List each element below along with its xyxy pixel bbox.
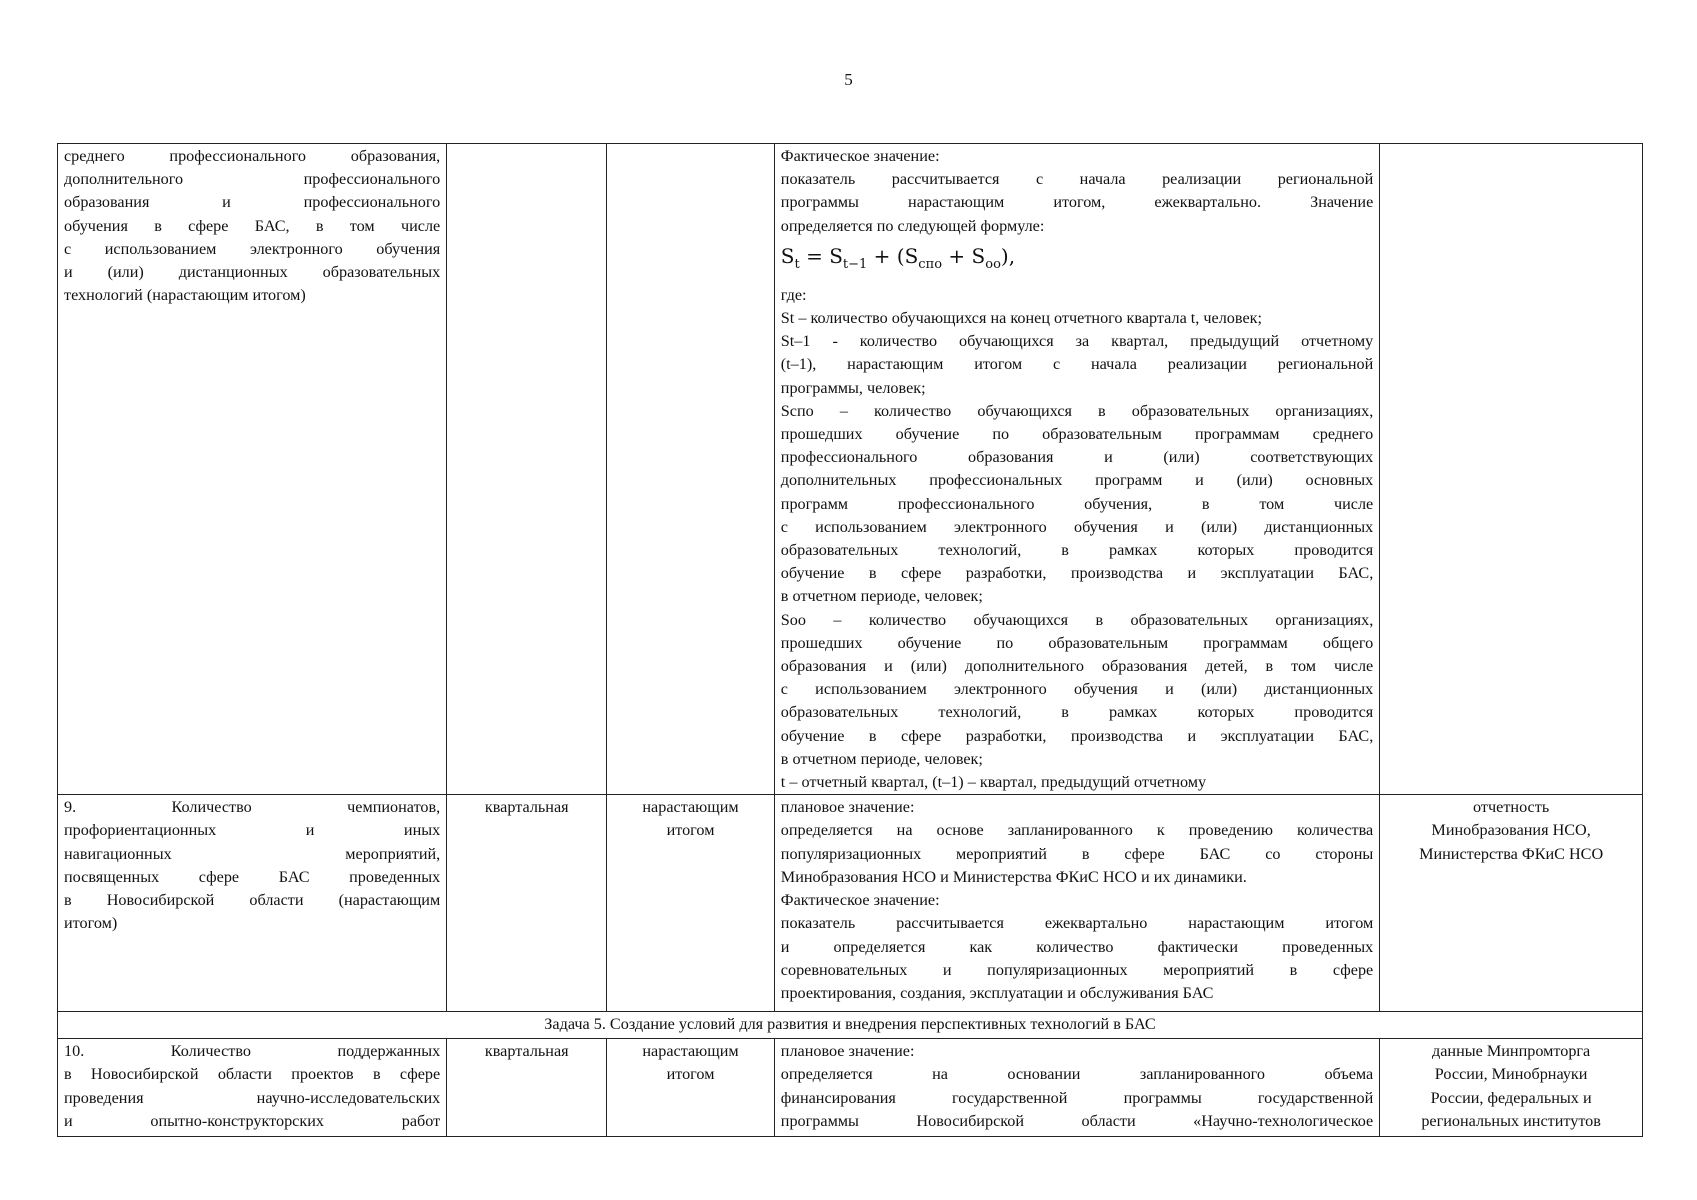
text-line: в Новосибирской области проектов в сфере (64, 1065, 441, 1084)
text-line: дополнительных профессиональных программ и (или) основных (780, 471, 1374, 490)
text-line: Минобразования НСО и Министерства ФКиС НСО и их динамики. (780, 867, 1247, 886)
formula-sub: оо (985, 256, 1001, 272)
text-line: финансирования государственной программы государственной (780, 1088, 1374, 1107)
text-line: итогом (666, 821, 715, 840)
text-line: и определяется как количество фактически проведенных (780, 937, 1374, 956)
text-line: нарастающим (642, 1042, 739, 1061)
text-line: среднего профессионального образования, (64, 147, 441, 165)
text-line: плановое значение: (780, 798, 915, 817)
text-line: прошедших обучение по образовательным программам среднего (780, 425, 1374, 444)
text-line: нарастающим (642, 798, 739, 817)
text-line: соревновательных и популяризационных мероприятий в сфере (780, 960, 1374, 979)
text-line: определяется по следующей формуле: (780, 216, 1045, 235)
periodicity-cell (447, 795, 607, 1012)
text-line: программы нарастающим итогом, ежеквартально. Значение (780, 193, 1374, 212)
text-line: программы Новосибирской области «Научно-технологическое (780, 1111, 1374, 1130)
indicator-name-cell (58, 1039, 447, 1137)
text-line: данные Минпромторга (1432, 1042, 1591, 1061)
text-line: проектирования, создания, эксплуатации и обслуживания БАС (780, 983, 1214, 1002)
text-line: определяется на основе запланированного к проведению количества (780, 821, 1374, 840)
text-line: показатель рассчитывается ежеквартально нарастающим итогом (780, 914, 1374, 933)
method-cell (774, 1039, 1379, 1137)
text-line: и опытно-конструкторских работ (64, 1111, 441, 1130)
text-line: St–1 - количество обучающихся за квартал, предыдущий отчетному (780, 332, 1374, 351)
page-number: 5 (844, 70, 853, 89)
text-line: программ профессионального обучения, в том числе (780, 494, 1374, 513)
text-line: образовательных технологий, в рамках которых проводится (780, 541, 1374, 560)
text-line: 10. Количество поддержанных (64, 1042, 441, 1061)
text-line: St – количество обучающихся на конец отчетного квартала t, человек; (780, 309, 1262, 328)
formula-sub: t (794, 256, 800, 272)
formula-sub: t−1 (842, 256, 868, 272)
text-line: популяризационных мероприятий в сфере БАС со стороны (780, 844, 1374, 863)
source-cell (1380, 1039, 1643, 1137)
text-line: (t–1), нарастающим итогом с начала реализации региональной (780, 355, 1374, 374)
table-row-indicator-10 (58, 1039, 1643, 1137)
text-line: региональных институтов (1421, 1111, 1601, 1130)
text-line: технологий (нарастающим итогом) (64, 286, 306, 305)
text-line: 9. Количество чемпионатов, (64, 798, 441, 817)
table-row-indicator-9 (58, 795, 1643, 1012)
method-cell (774, 795, 1379, 1012)
text-line: обучения в сфере БАС, в том числе (64, 216, 441, 235)
table-row-task-5 (58, 1012, 1643, 1039)
formula-sub: спо (918, 256, 943, 272)
text-line: t – отчетный квартал, (t–1) – квартал, предыдущий отчетному (780, 773, 1207, 792)
text-line: навигационных мероприятий, (64, 844, 441, 863)
text-line: Sспо – количество обучающихся в образовательных организациях, (780, 401, 1374, 420)
text-line: плановое значение: (780, 1042, 915, 1061)
periodicity-value: квартальная (484, 1042, 569, 1061)
source-cell (1380, 144, 1643, 795)
periodicity-cell (447, 1039, 607, 1137)
text-line: образования и профессионального (64, 193, 441, 212)
calc-type-cell (607, 1039, 775, 1137)
text-line: с использованием электронного обучения (64, 239, 441, 258)
text-line: Фактическое значение: (780, 891, 940, 910)
method-cell (774, 144, 1379, 795)
calc-type-cell (607, 144, 775, 795)
text-line: профессионального образования и (или) соответствующих (780, 448, 1374, 467)
text-line: с использованием электронного обучения и (или) дистанционных (780, 517, 1374, 536)
text-line: образования и (или) дополнительного образования детей, в том числе (780, 657, 1374, 676)
formula-part: S (780, 243, 795, 268)
text-line: в отчетном периоде, человек; (780, 587, 983, 606)
source-cell (1380, 795, 1643, 1012)
indicator-name-cell (58, 795, 447, 1012)
text-line: итогом) (64, 914, 118, 933)
periodicity-cell (447, 144, 607, 795)
text-line: Министерства ФКиС НСО (1419, 844, 1604, 863)
text-line: Минобразования НСО, (1431, 821, 1591, 840)
text-line: отчетность (1473, 798, 1550, 817)
text-line: дополнительного профессионального (64, 170, 441, 189)
text-line: профориентационных и иных (64, 821, 441, 840)
indicators-table (57, 143, 1643, 1137)
text-line: где: (780, 285, 807, 304)
text-line: прошедших обучение по образовательным программам общего (780, 633, 1374, 652)
text-line: России, федеральных и (1430, 1088, 1592, 1107)
text-line: в Новосибирской области (нарастающим (64, 891, 441, 910)
text-line: посвященных сфере БАС проведенных (64, 867, 441, 886)
text-line: Sоо – количество обучающихся в образовательных организациях, (780, 610, 1374, 629)
text-line: проведения научно-исследовательских (64, 1088, 441, 1107)
formula-part: ), (1000, 243, 1016, 268)
calc-type-cell (607, 795, 775, 1012)
text-line: и (или) дистанционных образовательных (64, 263, 441, 282)
text-line: обучение в сфере разработки, производства и эксплуатации БАС, (780, 726, 1374, 745)
indicator-name-cell (58, 144, 447, 795)
text-line: показатель рассчитывается с начала реализации региональной (780, 170, 1374, 189)
formula (781, 240, 1373, 281)
formula-part: + S (942, 243, 986, 268)
text-line: в отчетном периоде, человек; (780, 749, 983, 768)
formula-part: + (S (867, 243, 919, 268)
text-line: образовательных технологий, в рамках которых проводится (780, 703, 1374, 722)
task-heading: Задача 5. Создание условий для развития и внедрения перспективных технологий в БАС (58, 1012, 1643, 1039)
text-line: итогом (666, 1065, 715, 1084)
table-row-indicator-8 (58, 144, 1643, 795)
formula-part: = S (799, 243, 843, 268)
text-line: с использованием электронного обучения и (или) дистанционных (780, 680, 1374, 699)
text-line: программы, человек; (780, 378, 926, 397)
text-line: обучение в сфере разработки, производства и эксплуатации БАС, (780, 564, 1374, 583)
text-line: определяется на основании запланированного объема (780, 1065, 1374, 1084)
text-line: России, Минобрнауки (1434, 1065, 1588, 1084)
text-line: Фактическое значение: (780, 147, 940, 165)
periodicity-value: квартальная (484, 798, 569, 817)
